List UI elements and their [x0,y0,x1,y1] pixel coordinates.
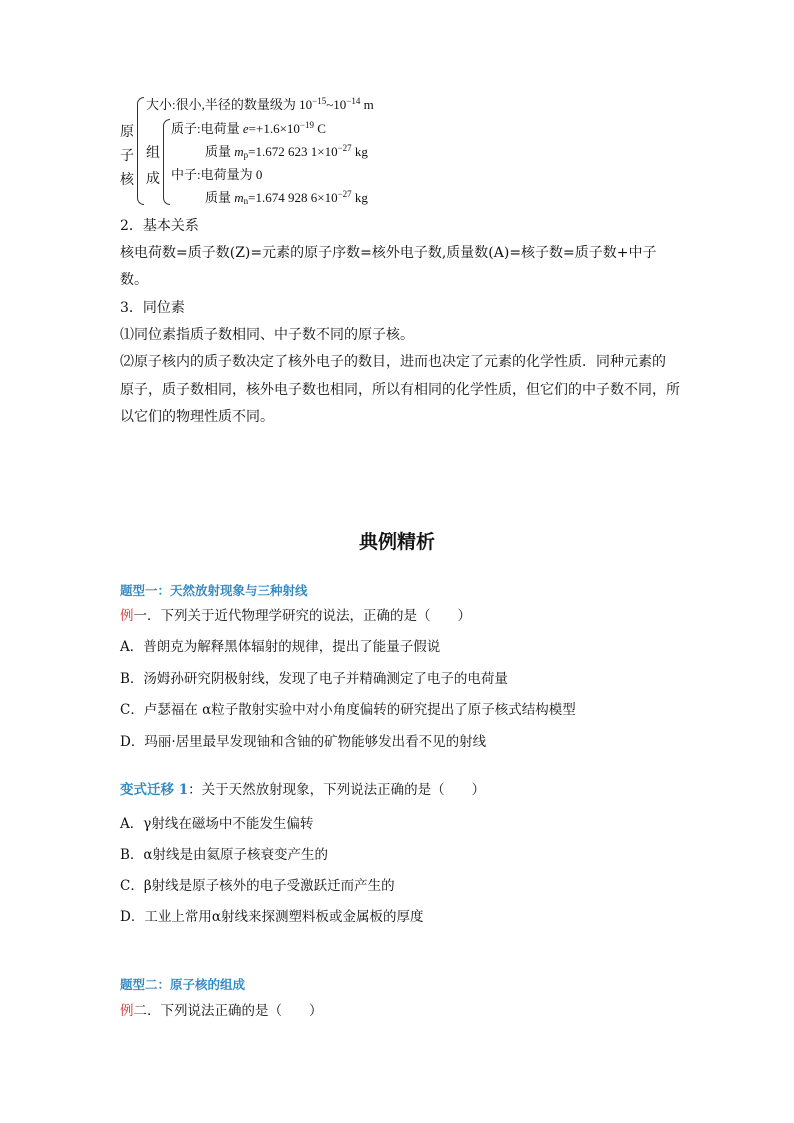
example1-option-c: C．卢瑟福在 α粒子散射实验中对小角度偏转的研究提出了原子核式结构模型 [120,702,576,718]
section2-line1: 核电荷数=质子数(Z)=元素的原子序数=核外电子数,质量数(A)=核子数=质子数+中子 [120,245,657,261]
type2-heading: 题型二：原子核的组成 [120,977,246,992]
example1-question: 例一．下列关于近代物理学研究的说法，正确的是（ ） [120,608,471,624]
proton-charge-line: 质子:电荷量 $e=+1.6\times 10^{-19}$ C [171,120,326,136]
nucleus-label: 原 子 核 [120,124,134,188]
neutron-mass-line: 质量 $m_n=1.674$ 928 $6\times 10^{-27}$ kg [205,189,368,206]
section3-p2-line1: ⑵原子核内的质子数决定了核外电子的数目，进而也决定了元素的化学性质．同种元素的 [120,354,666,370]
inner-brace [163,119,170,205]
section3-p2-line2: 原子，质子数相同，核外电子数也相同，所以有相同的化学性质，但它们的中子数不同，所 [120,382,680,398]
composition-label: 组 成 [146,145,160,187]
page-title: 典例精析 [358,531,435,553]
outer-brace [137,97,144,205]
example1-option-a: A．普朗克为解释黑体辐射的规律，提出了能量子假说 [120,639,441,655]
type1-heading: 题型一：天然放射现象与三种射线 [120,583,308,598]
proton-mass-line: 质量 $m_p=1.672$ 623 $1\times 10^{-27}$ kg [205,143,368,160]
section3-p1: ⑴同位素指质子数相同、中子数不同的原子核。 [120,327,414,343]
example1-option-b: B．汤姆孙研究阴极射线，发现了电子并精确测定了电子的电荷量 [120,671,508,687]
example2-prefix: 例 [120,1003,134,1019]
section2-line2: 数。 [120,272,148,288]
variant1-label: 变式迁移 1 [120,782,189,798]
variant1-option-a: A．γ射线在磁场中不能发生偏转 [120,816,314,832]
example2-question: 例二．下列说法正确的是（ ） [120,1003,323,1019]
section3-p2-line3: 以它们的物理性质不同。 [120,409,274,425]
example1-option-d: D．玛丽·居里最早发现铀和含铀的矿物能够发出看不见的射线 [120,734,487,750]
variant1-option-d: D．工业上常用α射线来探测塑料板或金属板的厚度 [120,909,424,925]
neutron-charge-line: 中子:电荷量为 0 [171,167,263,182]
section2-heading: 2．基本关系 [120,218,199,234]
variant1-option-b: B．α射线是由氦原子核衰变产生的 [120,847,329,863]
section3-heading: 3．同位素 [120,300,185,316]
size-line: 大小:很小,半径的数量级为 $10^{-15}\sim 10^{-14}$ m [146,96,374,112]
variant1-question: 变式迁移 1：关于天然放射现象，下列说法正确的是（ ） [120,782,486,798]
variant1-option-c: C．β射线是原子核外的电子受激跃迁而产生的 [120,878,395,894]
example1-prefix: 例 [120,608,134,624]
